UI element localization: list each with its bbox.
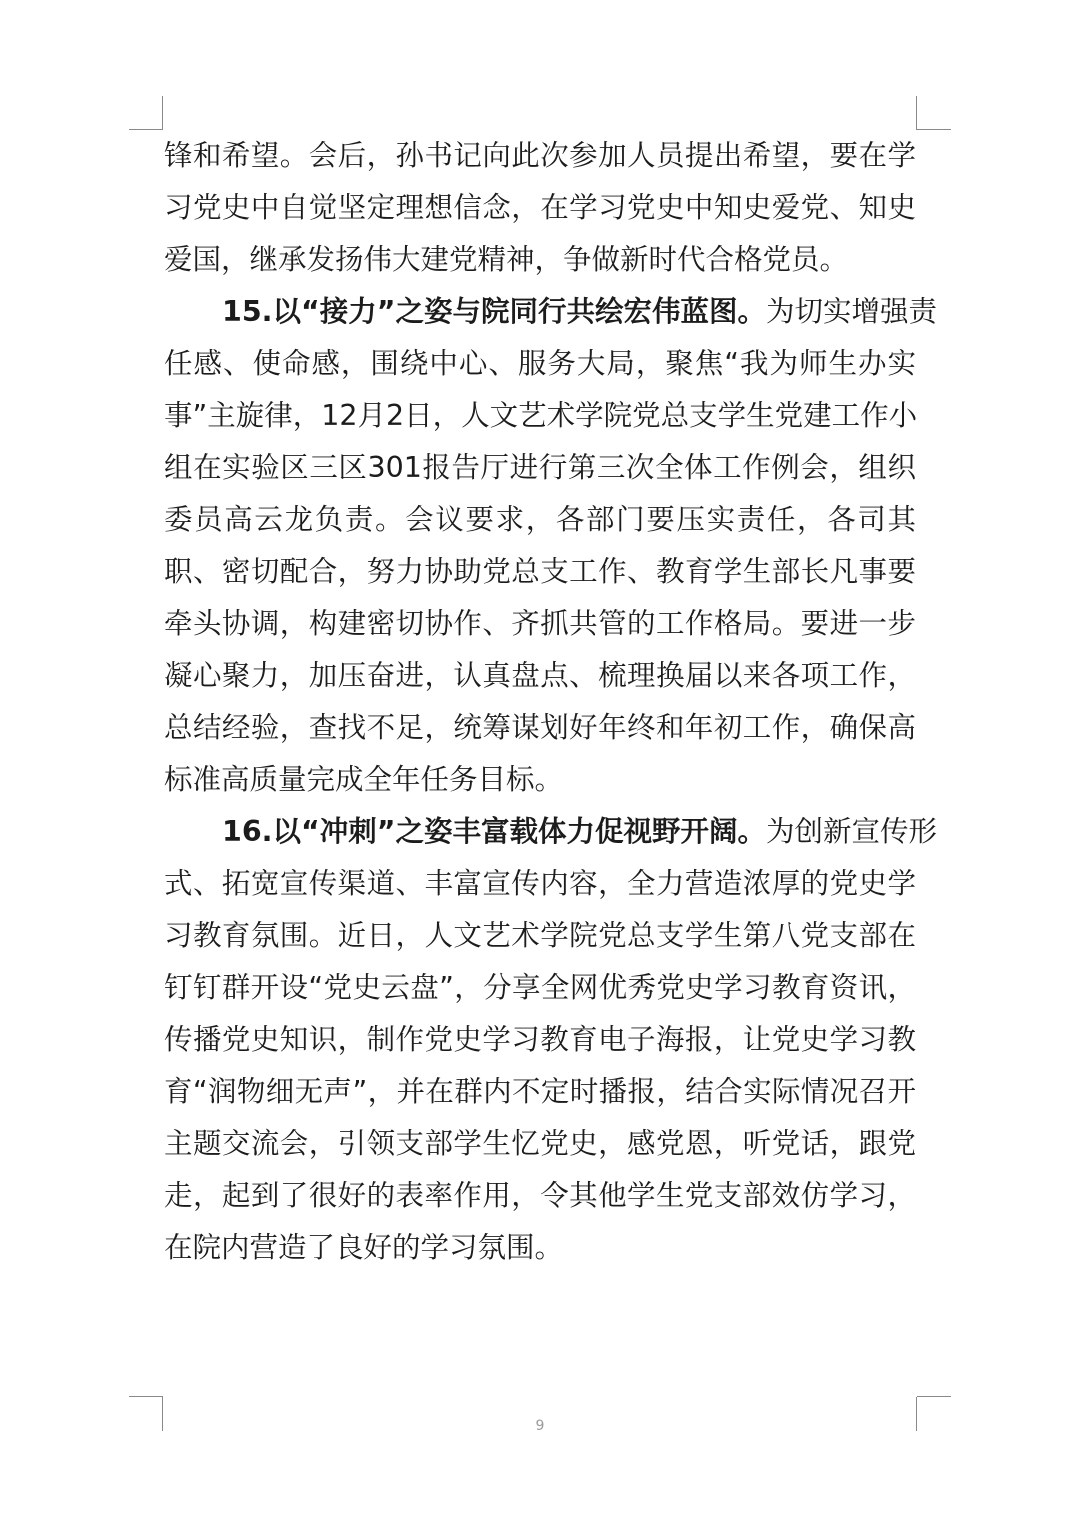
- text-line: 习教育氛围。近日，人文艺术学院党总支学生第八党支部在: [164, 919, 916, 952]
- text-line: 组在实验区三区301报告厅进行第三次全体工作例会，组织: [164, 451, 916, 484]
- crop-mark-top-left-horizontal: [129, 129, 163, 130]
- crop-mark-top-right-horizontal: [917, 129, 951, 130]
- crop-mark-top-left-vertical: [162, 96, 163, 130]
- text-line: 主题交流会，引领支部学生忆党史，感党恩，听党话，跟党: [164, 1127, 916, 1160]
- document-body: [164, 130, 937, 1274]
- section-15-first-line: [164, 286, 937, 338]
- section-15-heading: 15.以“接力”之姿与院同行共绘宏伟蓝图。: [222, 295, 766, 328]
- section-16-lead-text: 为创新宣传形: [765, 815, 937, 848]
- text-line: 委员高云龙负责。会议要求，各部门要压实责任，各司其: [164, 503, 916, 536]
- text-line: 传播党史知识，制作党史学习教育电子海报，让党史学习教: [164, 1023, 916, 1056]
- crop-mark-top-right-vertical: [916, 96, 917, 130]
- crop-mark-bottom-right-horizontal: [917, 1396, 951, 1397]
- text-line: 任感、使命感，围绕中心、服务大局，聚焦“我为师生办实: [164, 347, 916, 380]
- section-15-lead-text: 为切实增强责: [765, 295, 937, 328]
- text-line: 在院内营造了良好的学习氛围。: [164, 1231, 564, 1264]
- text-line: 爱国，继承发扬伟大建党精神，争做新时代合格党员。: [164, 243, 849, 276]
- section-16-first-line: [164, 806, 937, 858]
- text-line: 凝心聚力，加压奋进，认真盘点、梳理换届以来各项工作，: [164, 659, 916, 692]
- text-line: 总结经验，查找不足，统筹谋划好年终和年初工作，确保高: [164, 711, 916, 744]
- text-line: 标准高质量完成全年任务目标。: [164, 763, 564, 796]
- text-line: 职、密切配合，努力协助党总支工作、教育学生部长凡事要: [164, 555, 916, 588]
- text-line: 锋和希望。会后，孙书记向此次参加人员提出希望，要在学: [164, 139, 916, 172]
- text-line: 习党史中自觉坚定理想信念，在学习党史中知史爱党、知史: [164, 191, 916, 224]
- text-line: 走，起到了很好的表率作用，令其他学生党支部效仿学习，: [164, 1179, 916, 1212]
- text-line: 钉钉群开设“党史云盘”，分享全网优秀党史学习教育资讯，: [164, 971, 916, 1004]
- crop-mark-bottom-left-horizontal: [129, 1396, 163, 1397]
- text-line: 育“润物细无声”，并在群内不定时播报，结合实际情况召开: [164, 1075, 916, 1108]
- text-line: 事”主旋律，12月2日，人文艺术学院党总支学生党建工作小: [164, 399, 918, 432]
- text-line: 牵头协调，构建密切协作、齐抓共管的工作格局。要进一步: [164, 607, 916, 640]
- section-16-heading: 16.以“冲刺”之姿丰富载体力促视野开阔。: [222, 815, 766, 848]
- page-number: 9: [535, 1418, 545, 1434]
- text-line: 式、拓宽宣传渠道、丰富宣传内容，全力营造浓厚的党史学: [164, 867, 916, 900]
